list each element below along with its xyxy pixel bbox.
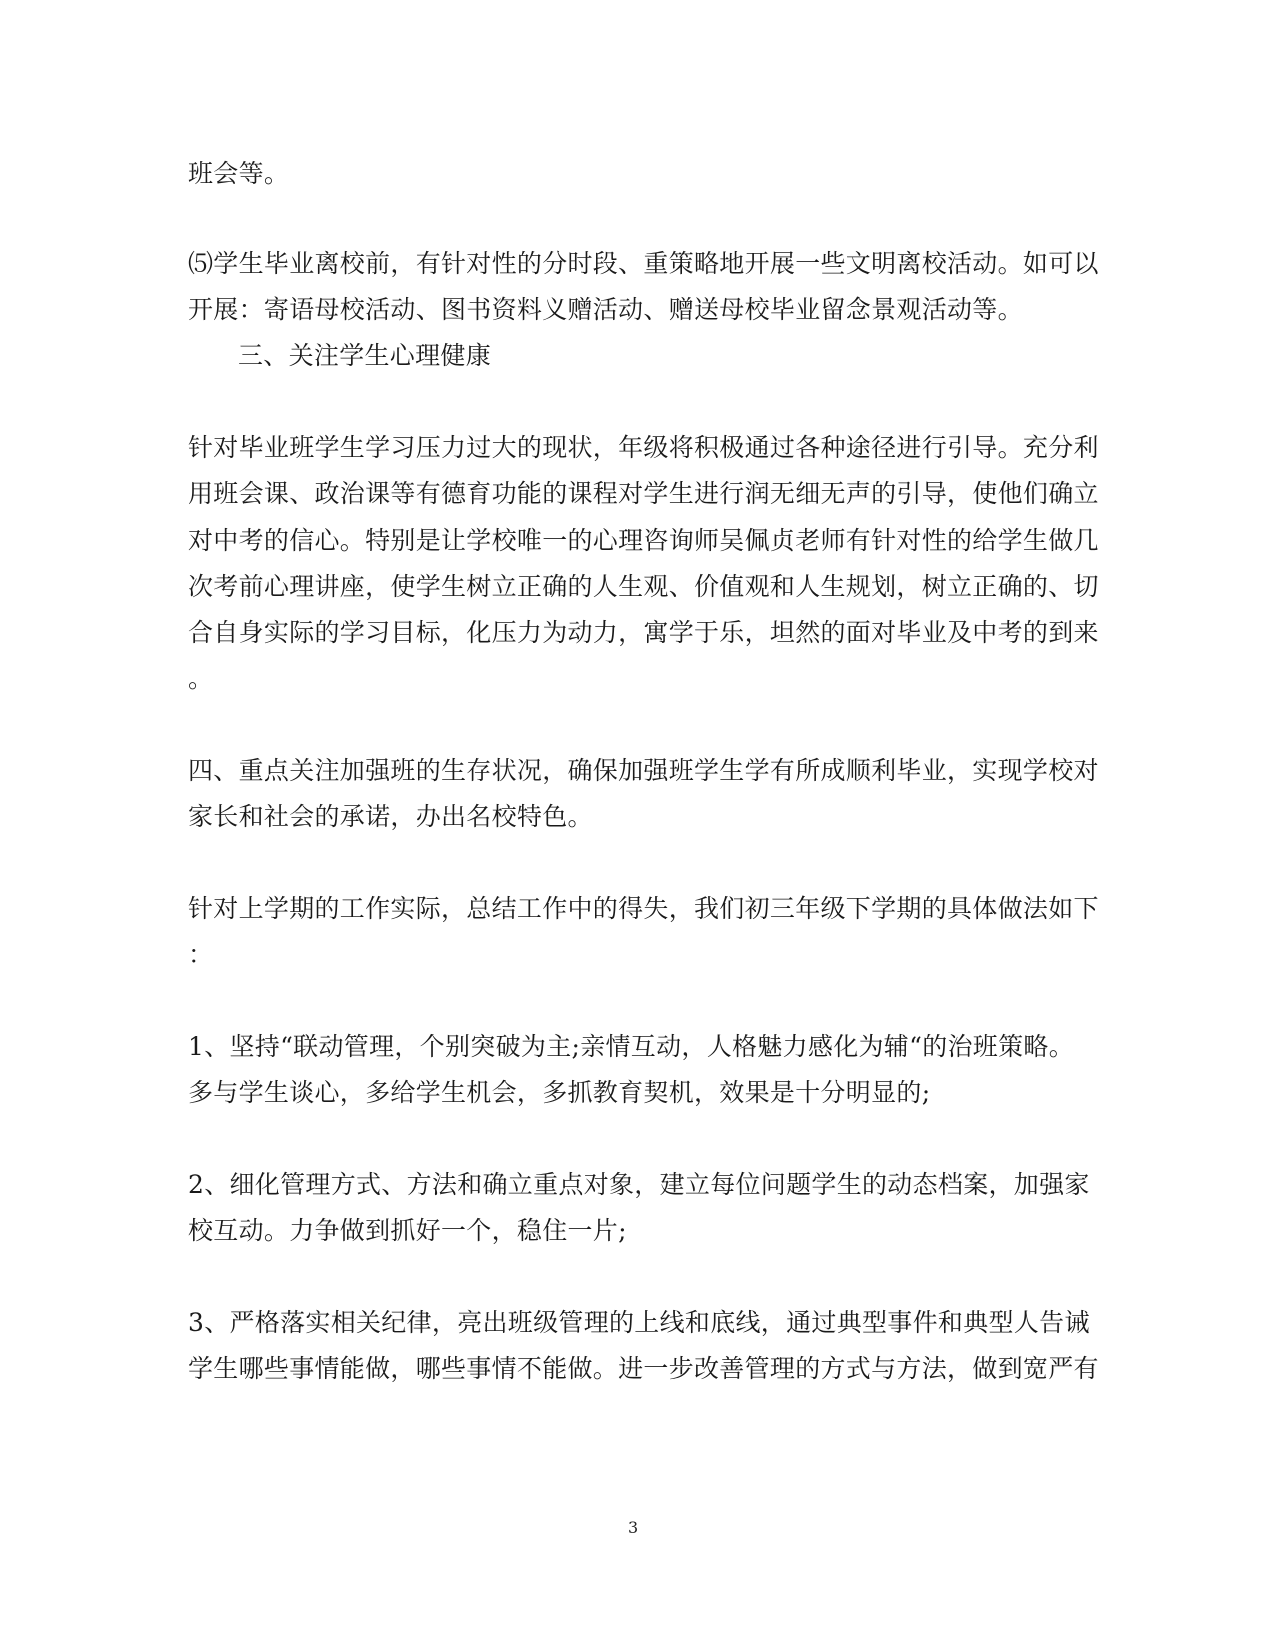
page-number: 3	[628, 1518, 639, 1537]
text-line: 。	[188, 664, 214, 693]
text-line: 针对上学期的工作实际，总结工作中的得失，我们初三年级下学期的具体做法如下	[188, 894, 1099, 923]
text-line: 开展：寄语母校活动、图书资料义赠活动、赠送母校毕业留念景观活动等。	[188, 295, 1023, 324]
text-line: 对中考的信心。特别是让学校唯一的心理咨询师吴佩贞老师有针对性的给学生做几	[188, 526, 1099, 555]
text-line: ⑸学生毕业离校前，有针对性的分时段、重策略地开展一些文明离校活动。如可以	[188, 249, 1099, 278]
text-line: 学生哪些事情能做，哪些事情不能做。进一步改善管理的方式与方法，做到宽严有	[188, 1354, 1099, 1383]
section-heading: 三、关注学生心理健康	[238, 341, 492, 370]
list-item: 3、严格落实相关纪律，亮出班级管理的上线和底线，通过典型事件和典型人告诫	[188, 1308, 1090, 1337]
text-line: ：	[188, 940, 214, 969]
list-item: 2、细化管理方式、方法和确立重点对象，建立每位问题学生的动态档案，加强家	[188, 1170, 1090, 1199]
section-heading: 四、重点关注加强班的生存状况，确保加强班学生学有所成顺利毕业，实现学校对	[188, 756, 1099, 785]
text-line: 校互动。力争做到抓好一个，稳住一片;	[188, 1216, 627, 1245]
list-item: 1、坚持“联动管理，个别突破为主;亲情互动，人格魅力感化为辅“的治班策略。	[188, 1032, 1074, 1061]
text-line: 针对毕业班学生学习压力过大的现状，年级将积极通过各种途径进行引导。充分利	[188, 433, 1099, 462]
text-line: 次考前心理讲座，使学生树立正确的人生观、价值观和人生规划，树立正确的、切	[188, 572, 1099, 601]
text-line: 家长和社会的承诺，办出名校特色。	[188, 802, 593, 831]
text-line: 班会等。	[188, 159, 290, 188]
text-line: 用班会课、政治课等有德育功能的课程对学生进行润无细无声的引导，使他们确立	[188, 479, 1099, 508]
text-line: 多与学生谈心，多给学生机会，多抓教育契机，效果是十分明显的;	[188, 1078, 931, 1107]
text-line: 合自身实际的学习目标，化压力为动力，寓学于乐，坦然的面对毕业及中考的到来	[188, 618, 1099, 647]
